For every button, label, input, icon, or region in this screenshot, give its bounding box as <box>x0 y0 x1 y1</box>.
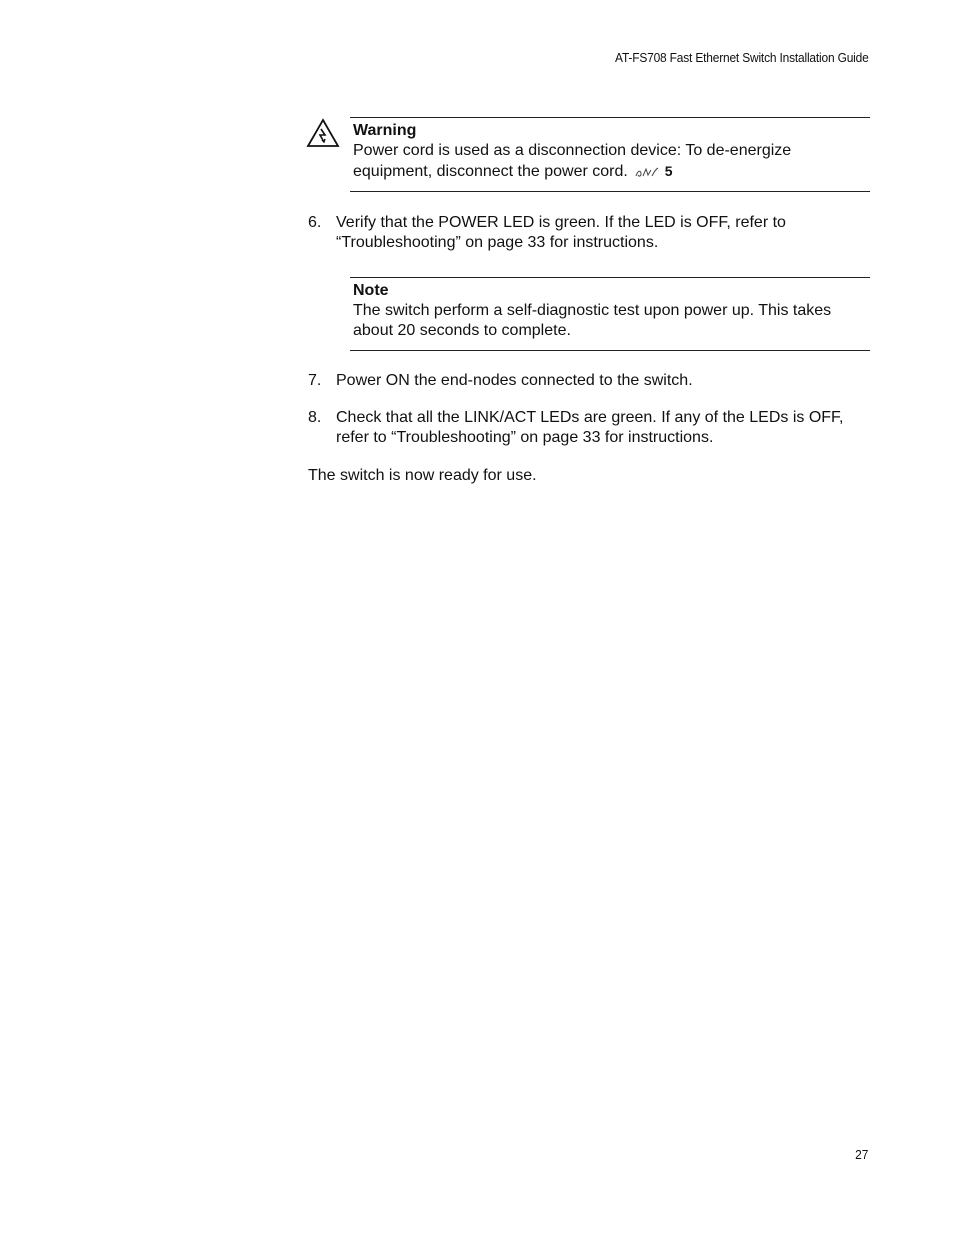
electrical-hazard-warning-icon <box>306 118 340 148</box>
step-number: 6. <box>308 214 322 231</box>
warning-callout <box>350 117 870 192</box>
warning-text: Power cord is used as a disconnection device: To de-energize equipment, disconnect the power cord. <box>353 142 792 180</box>
step-8 <box>308 408 870 448</box>
warning-text-block <box>353 141 870 182</box>
step-6 <box>308 213 870 253</box>
step-text: Power ON the end-nodes connected to the switch. <box>336 372 693 389</box>
warning-reference-number: 5 <box>664 163 673 179</box>
warning-title: Warning <box>353 122 417 139</box>
page-number: 27 <box>854 1147 868 1162</box>
step-7 <box>308 371 870 391</box>
page-content <box>308 117 870 486</box>
closing-paragraph: The switch is now ready for use. <box>308 467 537 484</box>
note-callout <box>350 277 870 351</box>
steps-list-a <box>308 213 870 253</box>
note-title: Note <box>353 282 389 299</box>
step-number: 7. <box>308 372 322 389</box>
pencil-reference-icon <box>634 166 660 178</box>
step-text: Verify that the POWER LED is green. If the LED is OFF, refer to “Troubleshooting” on page 33 for instructions. <box>336 214 786 251</box>
running-header: AT-FS708 Fast Ethernet Switch Installation Guide <box>615 50 869 65</box>
steps-list-b <box>308 371 870 448</box>
step-number: 8. <box>308 409 322 426</box>
note-text: The switch perform a self-diagnostic test upon power up. This takes about 20 seconds to complete. <box>353 302 832 339</box>
step-text: Check that all the LINK/ACT LEDs are green. If any of the LEDs is OFF, refer to “Troubleshooting” on page 33 for instructions. <box>336 409 844 446</box>
